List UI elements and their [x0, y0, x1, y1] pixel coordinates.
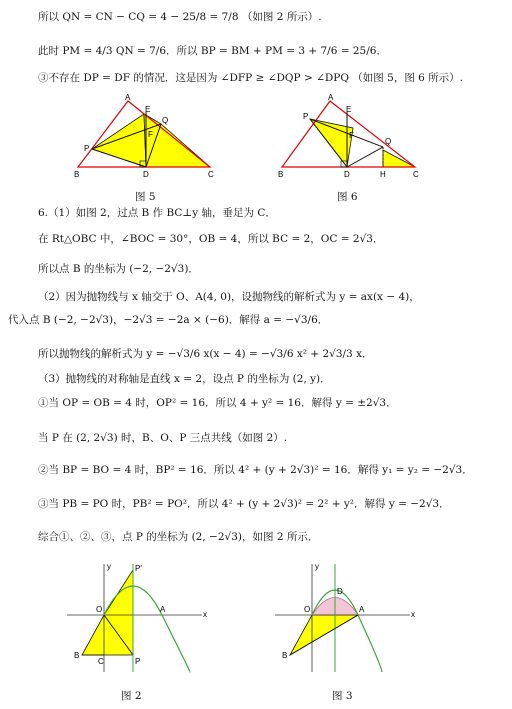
figure-6 — [275, 92, 425, 182]
fig2-label-x: x — [203, 610, 207, 619]
figure-3-caption: 图 3 — [332, 690, 353, 702]
text-line-9: 所以抛物线的解析式为 y = −√3/6 x(x − 4) = −√3/6 x² + 2√3/3 x． — [38, 348, 373, 360]
fig6-label-p: P — [303, 112, 309, 121]
text-line-8: 代入点 B (−2, −2√3)，−2√3 = −2a × (−6)．解得 a = −√3/6． — [8, 314, 329, 326]
fig5-label-c: C — [208, 170, 214, 179]
text-line-12: 当 P 在 (2, 2√3) 时，B、O、P 三点共线（如图 2）. — [38, 432, 288, 444]
figure-2 — [62, 560, 212, 675]
text-line-6: 所以点 B 的坐标为 (−2, −2√3)． — [38, 263, 199, 275]
text-line-10: （3）抛物线的对称轴是直线 x = 2，设点 P 的坐标为 (2, y)． — [38, 373, 331, 385]
fig6-label-a: A — [328, 93, 334, 102]
fig6-label-h: H — [380, 170, 386, 179]
figure-5-caption: 图 5 — [135, 191, 156, 203]
text-line-3: ③不存在 DP = DF 的情况．这是因为 ∠DFP ≥ ∠DQP > ∠DPQ （如图 5，图 6 所示）. — [38, 72, 464, 84]
text-line-7: （2）因为抛物线与 x 轴交于 O、A(4, 0)，设抛物线的解析式为 y = ax(x − 4)， — [38, 291, 420, 303]
figure-5 — [70, 92, 220, 182]
fig3-label-o: O — [304, 605, 311, 614]
text-line-11: ①当 OP = OB = 4 时，OP² = 16．所以 4 + y² = 16．解得 y = ±2√3． — [38, 397, 397, 409]
text-line-1: 所以 QN = CN − CQ = 4 − 25/8 = 7/8 （如图 2 所示）. — [38, 11, 322, 23]
fig5-label-a: A — [125, 93, 131, 102]
figure-6-caption: 图 6 — [337, 191, 358, 203]
fig6-label-q: Q — [385, 137, 392, 146]
figure-3 — [270, 560, 420, 675]
fig2-label-c: C — [98, 657, 104, 666]
text-line-5: 在 Rt△OBC 中，∠BOC = 30°，OB = 4，所以 BC = 2，OC = 2√3． — [38, 233, 384, 245]
fig3-label-b: B — [282, 651, 288, 660]
figure-2-caption: 图 2 — [121, 690, 142, 702]
fig5-label-b: B — [74, 170, 80, 179]
fig6-label-b: B — [278, 170, 284, 179]
fig6-label-d: D — [344, 170, 350, 179]
fig5-label-q: Q — [162, 116, 169, 125]
text-line-2: 此时 PM = 4/3 QN = 7/6．所以 BP = BM + PM = 3 + 7/6 = 25/6． — [38, 45, 387, 57]
fig6-label-c: C — [413, 170, 419, 179]
text-line-14: ③当 PB = PO 时，PB² = PO²．所以 4² + (y + 2√3)² = 2² + y²．解得 y = −2√3． — [38, 498, 450, 510]
fig6-label-f: F — [349, 131, 354, 140]
fig5-fill-left — [92, 114, 146, 167]
fig5-label-f: F — [148, 130, 153, 139]
text-line-15: 综合①、②、③，点 P 的坐标为 (2, −2√3)，如图 2 所示． — [38, 531, 319, 543]
fig2-label-y: y — [107, 562, 111, 571]
fig6-fill-right — [383, 150, 415, 167]
text-line-4: 6.（1）如图 2，过点 B 作 BC⊥y 轴，垂足为 C． — [38, 207, 276, 219]
fig3-label-x: x — [411, 610, 415, 619]
fig6-label-e: E — [346, 105, 352, 114]
fig3-label-d: D — [337, 587, 343, 596]
fig2-label-p-prime: P' — [135, 564, 142, 573]
fig2-label-p: P — [135, 657, 141, 666]
fig3-label-y: y — [315, 562, 319, 571]
fig3-label-a: A — [359, 605, 365, 614]
text-line-13: ②当 BP = BO = 4 时，BP² = 16．所以 4² + (y + 2√3)² = 16．解得 y₁ = y₂ = −2√3． — [38, 464, 473, 476]
fig2-label-b: B — [74, 651, 80, 660]
fig6-segment-qd — [347, 147, 383, 167]
fig5-label-d: D — [143, 170, 149, 179]
fig2-label-o: O — [96, 605, 103, 614]
fig2-label-a: A — [160, 605, 166, 614]
fig5-label-p: P — [84, 144, 90, 153]
fig5-label-e: E — [145, 105, 151, 114]
